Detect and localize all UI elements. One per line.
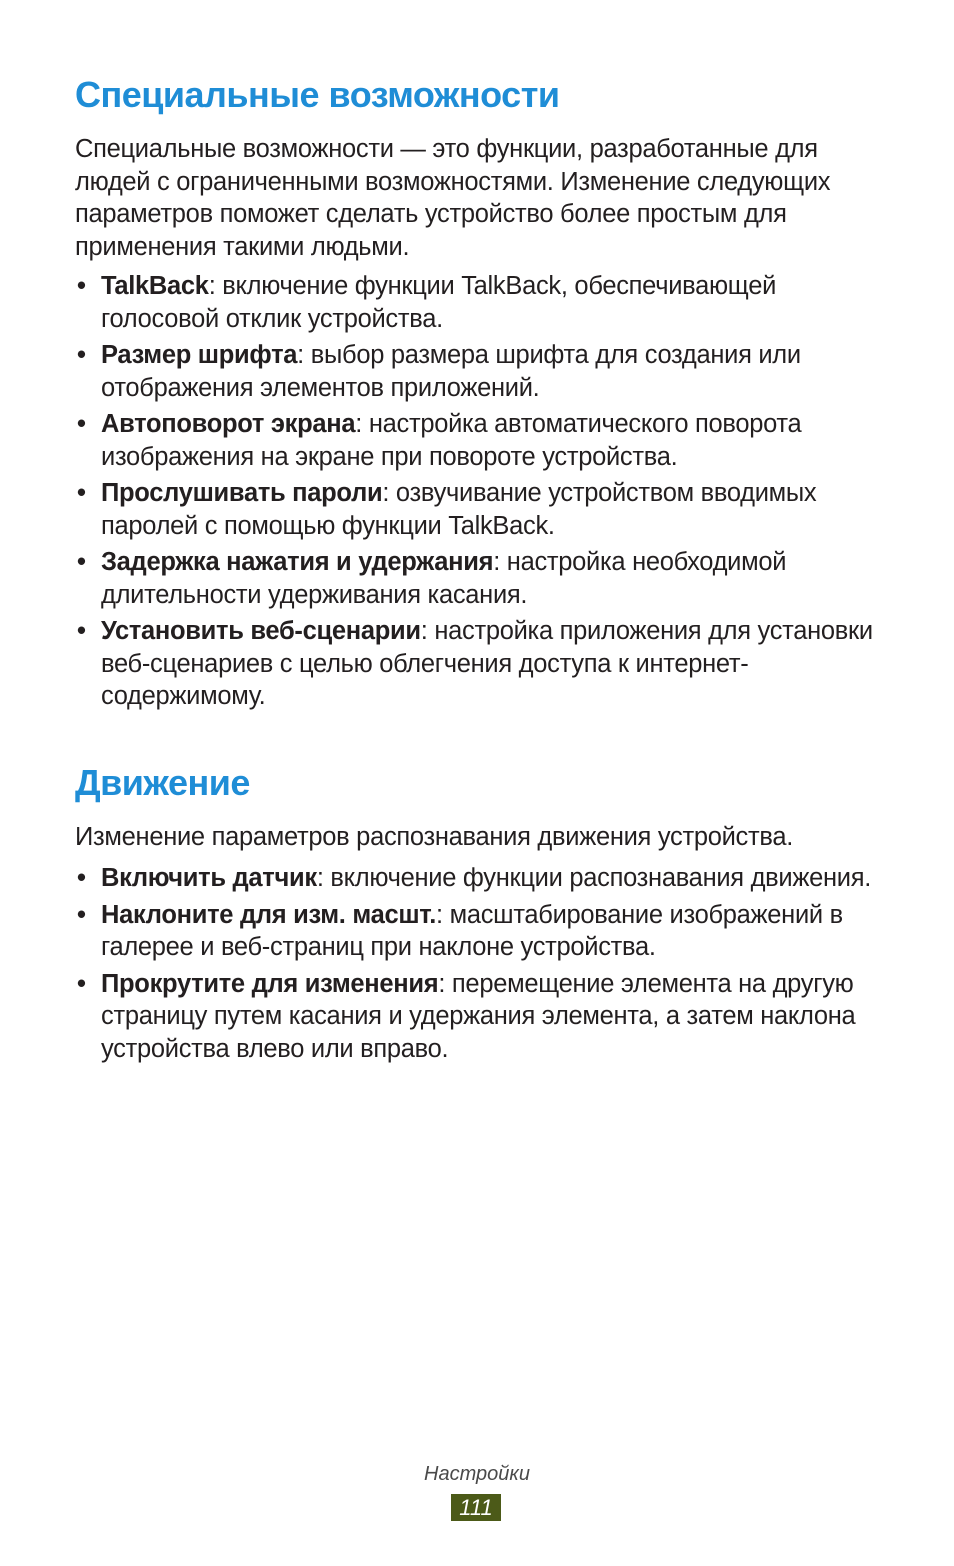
list-item — [75, 968, 885, 1066]
list-item — [75, 899, 885, 964]
footer-section-label: Настройки — [424, 1463, 530, 1485]
option-description: : включение функции TalkBack, обеспечивающей голосовой отклик устройства. — [101, 272, 777, 333]
bullet-icon: • — [77, 617, 86, 645]
option-description: : выбор размера шрифта для создания или отображения элементов приложений. — [101, 341, 801, 402]
bullet-icon: • — [77, 341, 86, 369]
list-item — [75, 408, 885, 473]
bullet-icon: • — [77, 479, 86, 507]
list-item — [75, 339, 885, 404]
option-description: : настройка приложения для установки веб-сценариев с целью облегчения доступа к интернет-содержимому. — [101, 617, 873, 710]
bullet-icon: • — [77, 410, 86, 438]
option-term: Задержка нажатия и удержания — [101, 548, 494, 576]
list-item — [75, 477, 885, 542]
option-term: Прокрутите для изменения — [101, 969, 439, 998]
option-description: : масштабирование изображений в галерее и веб-страниц при наклоне устройства. — [101, 900, 843, 961]
list-item — [75, 270, 885, 335]
accessibility-options-list — [75, 270, 885, 717]
option-description: : озвучивание устройством вводимых паролей с помощью функции TalkBack. — [101, 479, 817, 540]
option-term: TalkBack — [101, 272, 209, 300]
option-description: : настройка автоматического поворота изображения на экране при повороте устройства. — [101, 410, 802, 471]
list-item — [75, 862, 885, 895]
bullet-icon: • — [77, 969, 86, 998]
section-title-accessibility: Специальные возможности — [75, 74, 560, 115]
option-description: : перемещение элемента на другую страницу путем касания и удержания элемента, а затем наклона устройства влево или вправо. — [101, 969, 856, 1063]
list-item — [75, 615, 885, 713]
bullet-icon: • — [77, 548, 86, 576]
bullet-icon: • — [77, 900, 86, 929]
section-intro-accessibility: Специальные возможности — это функции, разработанные для людей с ограниченными возможностями. Изменение следующих параметров поможет сделать устройство более простым для применения такими людьми. — [75, 135, 831, 261]
bullet-icon: • — [77, 864, 86, 892]
option-term: Прослушивать пароли — [101, 479, 383, 507]
section-title-motion: Движение — [75, 762, 250, 803]
option-term: Автоповорот экрана — [101, 410, 356, 438]
section-intro-motion: Изменение параметров распознавания движения устройства. — [75, 823, 794, 851]
option-term: Установить веб-сценарии — [101, 617, 421, 645]
option-description: : настройка необходимой длительности удерживания касания. — [101, 548, 787, 609]
option-term: Размер шрифта — [101, 341, 298, 369]
page-number-badge: 111 — [451, 1494, 501, 1521]
motion-options-list — [75, 862, 885, 1069]
option-term: Включить датчик — [101, 864, 317, 892]
bullet-icon: • — [77, 272, 86, 300]
option-description: : включение функции распознавания движения. — [316, 864, 872, 892]
list-item — [75, 546, 885, 611]
option-term: Наклоните для изм. масшт. — [101, 900, 437, 929]
